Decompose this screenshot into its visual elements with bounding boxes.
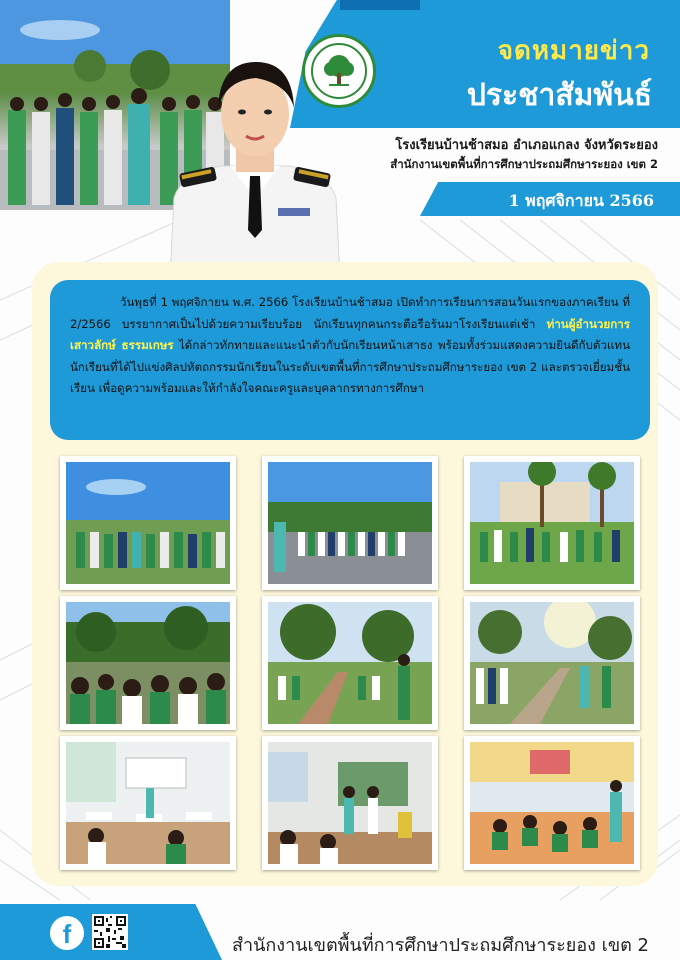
qr-code-graphic	[94, 916, 126, 948]
article-text	[70, 292, 630, 400]
photo-students-group-outdoor	[66, 602, 230, 724]
footer-office-name: สำนักงานเขตพื้นที่การศึกษาประถมศึกษาระยอง เขต 2	[232, 935, 649, 956]
photo-tile[interactable]	[60, 596, 236, 730]
photo-students-line-sunlight	[470, 602, 634, 724]
photo-assembly-lineup	[66, 462, 230, 584]
article-text-body: ได้กล่าวทักทายและแนะนำตัวกับนักเรียนหน้าเสาธง พร้อมทั้งร่วมแสดงความยินดีกับตัวแทนนักเรียนที่ได้ไปแข่งศิลปหัตถกรรมนักเรียนในระดับเขตพื้นที่การศึกษาประถมศึกษาระยอง เขต 2 และตรวจเยี่ยมชั้นเรียน เพื่อดูความพร้อมและให้กำลังใจคณะครูและบุคลากรทางการศึกษา	[70, 338, 630, 395]
qr-code-icon	[92, 914, 128, 950]
article-text-intro: วันพุธที่ 1 พฤศจิกายน พ.ศ. 2566 โรงเรียนบ้านช้าสมอ เปิดทำการเรียนการสอนวันแรกของภาคเรียน ที่ 2/2566 บรรยากาศเป็นไปด้วยความเรียบร้อย นักเรียนทุกคนกระตือรือร้นมาโรงเรียนแต่เช้า	[70, 295, 630, 331]
newsletter-subtitle: ประชาสัมพันธ์	[466, 78, 652, 113]
publication-date: 1 พฤศจิกายน 2566	[508, 191, 654, 210]
photo-director-speaking	[268, 602, 432, 724]
header-accent-strip	[340, 0, 420, 10]
director-name: ท่านผู้อำนวยการเสาวลักษ์ ธรรมเกษร	[70, 316, 630, 352]
facebook-icon[interactable]: f	[50, 916, 84, 950]
school-name: โรงเรียนบ้านช้าสมอ อำเภอแกลง จังหวัดระยอง	[395, 138, 658, 153]
newsletter-title: จดหมายข่าว	[497, 36, 650, 66]
director-portrait	[160, 48, 350, 278]
photo-classroom-visit	[66, 742, 230, 864]
office-name: สำนักงานเขตพื้นที่การศึกษาประถมศึกษาระยอง เขต 2	[390, 157, 658, 171]
photo-tile[interactable]	[262, 736, 438, 870]
photo-tile[interactable]	[464, 596, 640, 730]
photo-tile[interactable]	[60, 736, 236, 870]
photo-students-palm-trees	[470, 462, 634, 584]
photo-tile[interactable]	[464, 456, 640, 590]
article-box	[50, 280, 650, 440]
photo-kindergarten-class	[470, 742, 634, 864]
photo-tile[interactable]	[262, 456, 438, 590]
photo-students-courtyard	[268, 462, 432, 584]
photo-classroom-green-board	[268, 742, 432, 864]
photo-tile[interactable]	[464, 736, 640, 870]
photo-tile[interactable]	[262, 596, 438, 730]
photo-tile[interactable]	[60, 456, 236, 590]
